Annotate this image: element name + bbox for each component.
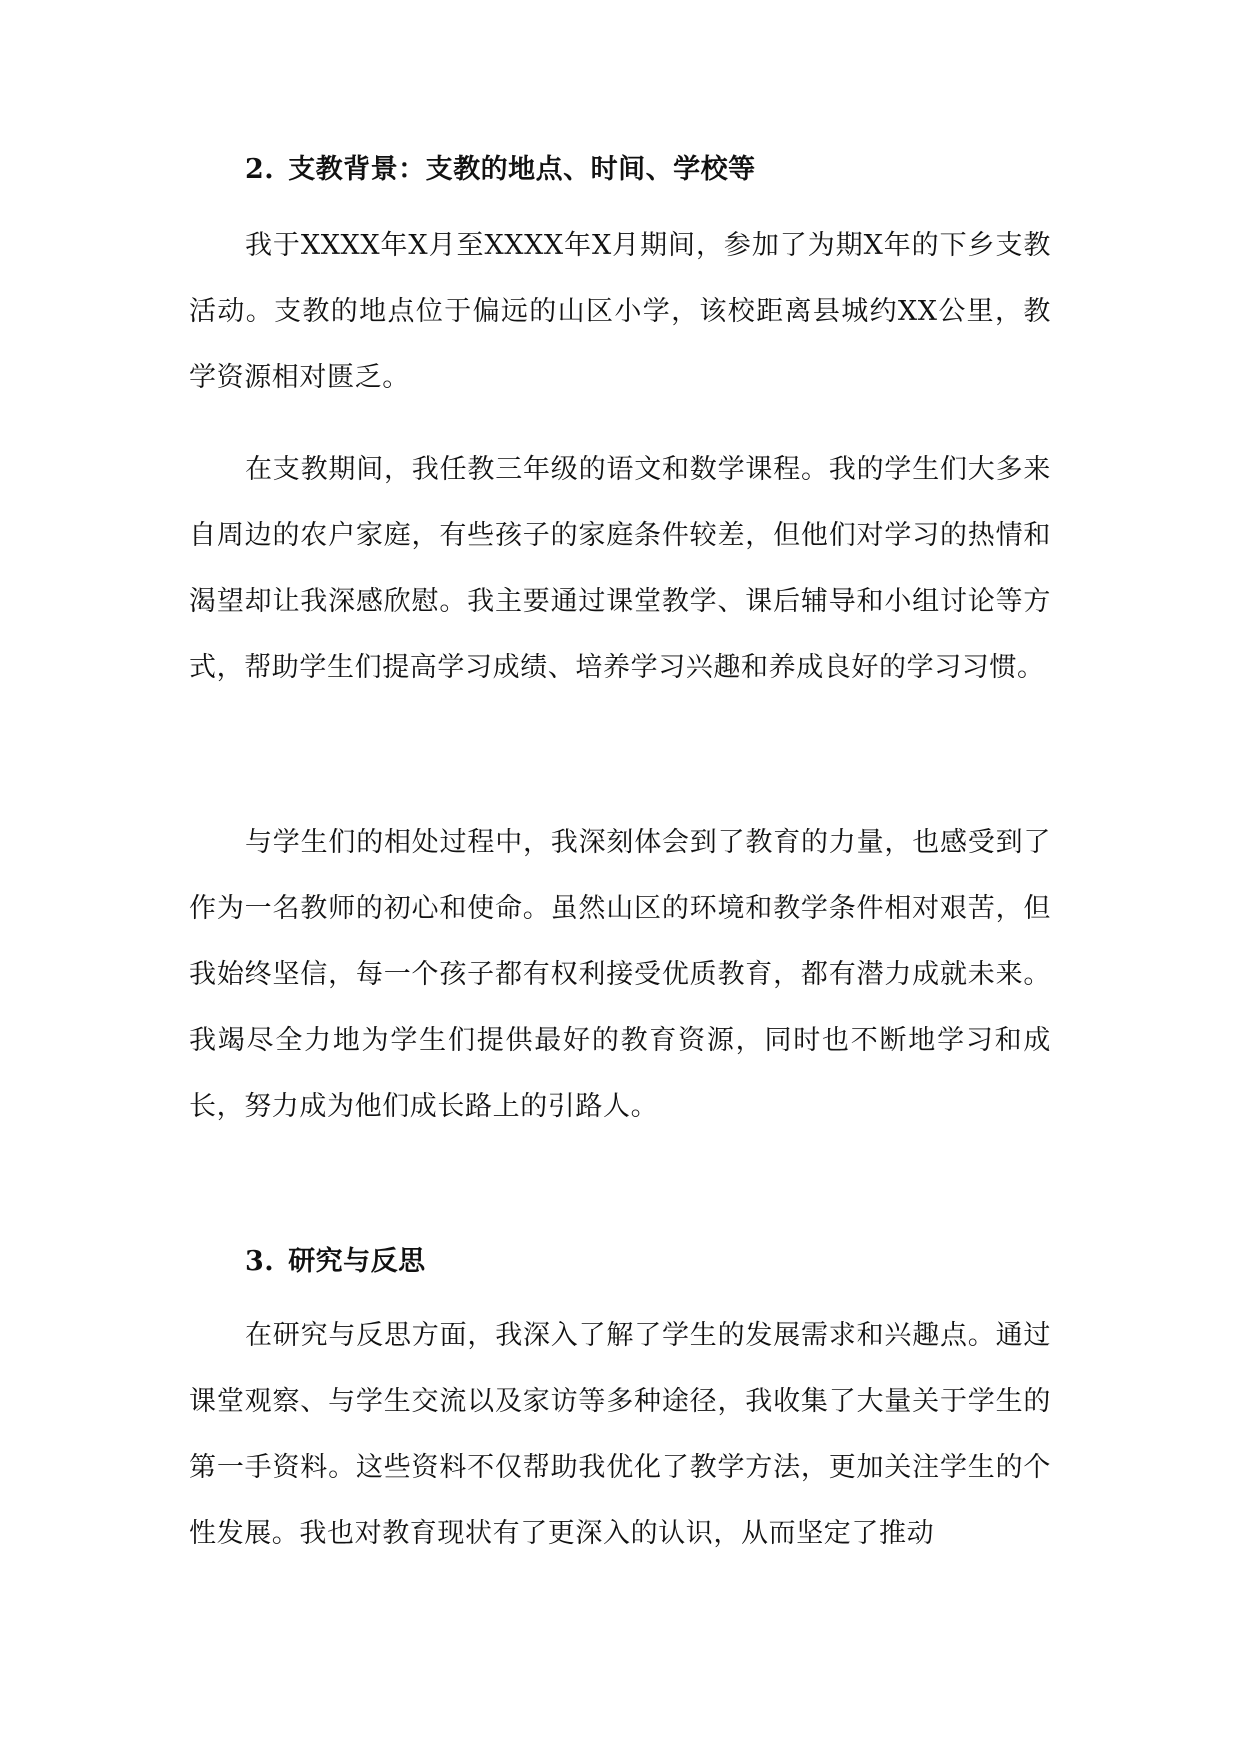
paragraph: 在支教期间，我任教三年级的语文和数学课程。我的学生们大多来自周边的农户家庭，有些孩子的家庭条件较差，但他们对学习的热情和渴望却让我深感欣慰。我主要通过课堂教学、课后辅导和小组讨论等方式，帮助学生们提高学习成绩、培养学习兴趣和养成良好的学习习惯。: [189, 454, 1051, 683]
section-heading-3: [245, 1242, 426, 1282]
paragraph: 在研究与反思方面，我深入了解了学生的发展需求和兴趣点。通过课堂观察、与学生交流以及家访等多种途径，我收集了大量关于学生的第一手资料。这些资料不仅帮助我优化了教学方法，更加关注学生的个性发展。我也对教育现状有了更深入的认识，从而坚定了推动: [189, 1320, 1051, 1549]
section-title: 研究与反思: [288, 1246, 426, 1277]
paragraph: 与学生们的相处过程中，我深刻体会到了教育的力量，也感受到了作为一名教师的初心和使命。虽然山区的环境和教学条件相对艰苦，但我始终坚信，每一个孩子都有权利接受优质教育，都有潜力成就未来。我竭尽全力地为学生们提供最好的教育资源，同时也不断地学习和成长，努力成为他们成长路上的引路人。: [189, 827, 1051, 1122]
section-number: 3.: [245, 1246, 275, 1277]
section-heading-2: [245, 150, 756, 190]
section-number: 2.: [245, 154, 275, 185]
section-title: 支教背景：支教的地点、时间、学校等: [288, 154, 756, 185]
paragraph: 我于XXXX年X月至XXXX年X月期间，参加了为期X年的下乡支教活动。支教的地点位于偏远的山区小学，该校距离县城约XX公里，教学资源相对匮乏。: [189, 230, 1051, 393]
